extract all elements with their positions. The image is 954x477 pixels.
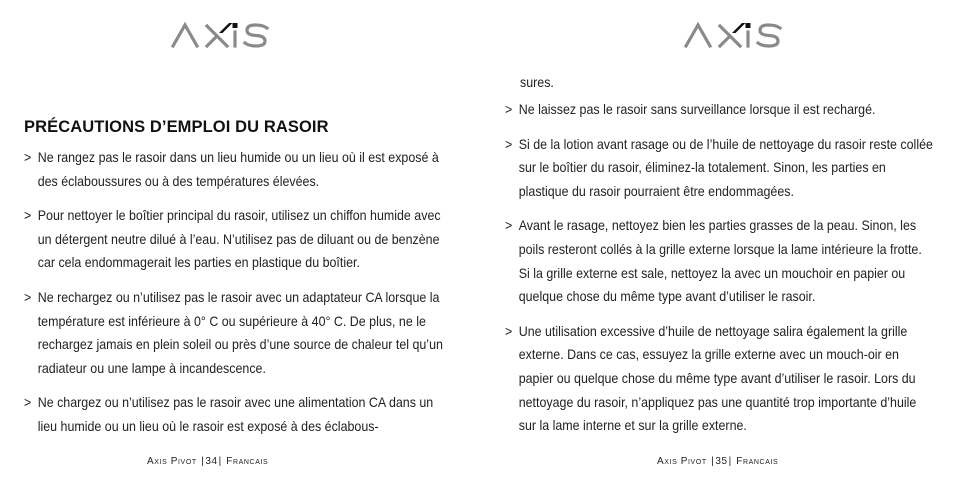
bullet-marker: >	[505, 102, 513, 117]
bullet-marker: >	[505, 136, 513, 152]
list-item	[505, 214, 933, 308]
list-item	[505, 98, 933, 122]
list-item	[24, 286, 454, 380]
list-item	[505, 133, 933, 204]
footer-page-number: 35	[715, 456, 728, 467]
footer-page-number: 34	[205, 456, 218, 467]
list-item-text: Une utilisation excessive d’huile de nettoyage salira également la grille externe. Dans ce cas, essuyez la grille externe avec un mouch-oir en papier ou quelque chose du même type avant d’utiliser le rasoir. Lors du nettoyage du rasoir, n’appliquez pas une quantité trop importante d’huile sur la lame interne et sur la grille externe.	[518, 323, 917, 434]
axis-logo	[682, 18, 792, 52]
precautions-list-right	[505, 98, 933, 449]
bullet-marker: >	[24, 395, 32, 411]
list-item-text: Ne laissez pas le rasoir sans surveillance lorsque il est rechargé.	[518, 102, 876, 117]
page-footer: Axis Pivot |35| Francais	[657, 456, 779, 467]
bullet-marker: >	[24, 150, 32, 165]
footer-product: Axis Pivot	[657, 456, 707, 467]
bullet-marker: >	[24, 289, 32, 305]
axis-logo-icon	[169, 18, 279, 52]
list-item-text: Pour nettoyer le boîtier principal du rasoir, utilisez un chiffon humide avec un détergent neutre dilué à l’eau. N’utilisez pas de diluant ou de benzène car cela endommagerait les parties en plastique du boîtier.	[37, 208, 441, 271]
list-item	[24, 391, 454, 438]
page-right	[477, 0, 954, 477]
bullet-marker: >	[505, 218, 513, 234]
precautions-list-left	[24, 146, 454, 450]
list-item-text: Si de la lotion avant rasage ou de l’huile de nettoyage du rasoir reste collée sur le boîtier du rasoir, éliminez-la totalement. Sinon, les parties en plastique du rasoir pourraient être endommagées.	[518, 136, 933, 199]
bullet-marker: >	[24, 208, 32, 224]
list-item	[24, 146, 454, 193]
page-heading: PRÉCAUTIONS D’EMPLOI DU RASOIR	[24, 118, 329, 136]
footer-product: Axis Pivot	[147, 456, 197, 467]
axis-logo	[169, 18, 279, 52]
list-item-text: Ne rangez pas le rasoir dans un lieu humide ou un lieu où il est exposé à des éclaboussures ou à des températures élevées.	[37, 150, 439, 189]
list-item-text: Ne chargez ou n’utilisez pas le rasoir avec une alimentation CA dans un lieu humide ou un lieu où le rasoir est exposé à des éclabous-	[37, 395, 434, 434]
list-item	[24, 204, 454, 275]
continued-text: sures.	[520, 75, 554, 90]
footer-language: Francais	[226, 456, 269, 467]
page-footer: Axis Pivot |34| Francais	[147, 456, 269, 467]
list-item	[505, 320, 933, 438]
axis-logo-icon	[682, 18, 792, 52]
list-item-text: Avant le rasage, nettoyez bien les parties grasses de la peau. Sinon, les poils resteront collés à la grille externe lorsque la lame intérieure la frotte. Si la grille externe est sale, nettoyez la avec un mouchoir en papier ou quelque chose du même type avant d’utiliser le rasoir.	[518, 218, 922, 305]
list-item-text: Ne rechargez ou n’utilisez pas le rasoir avec un adaptateur CA lorsque la température est inférieure à 0° C ou supérieure à 40° C. De plus, ne le rechargez jamais en plein soleil ou près d’une source de chaleur tel qu’un radiateur ou une lampe à incandescence.	[37, 289, 443, 376]
bullet-marker: >	[505, 323, 513, 339]
footer-language: Francais	[736, 456, 779, 467]
